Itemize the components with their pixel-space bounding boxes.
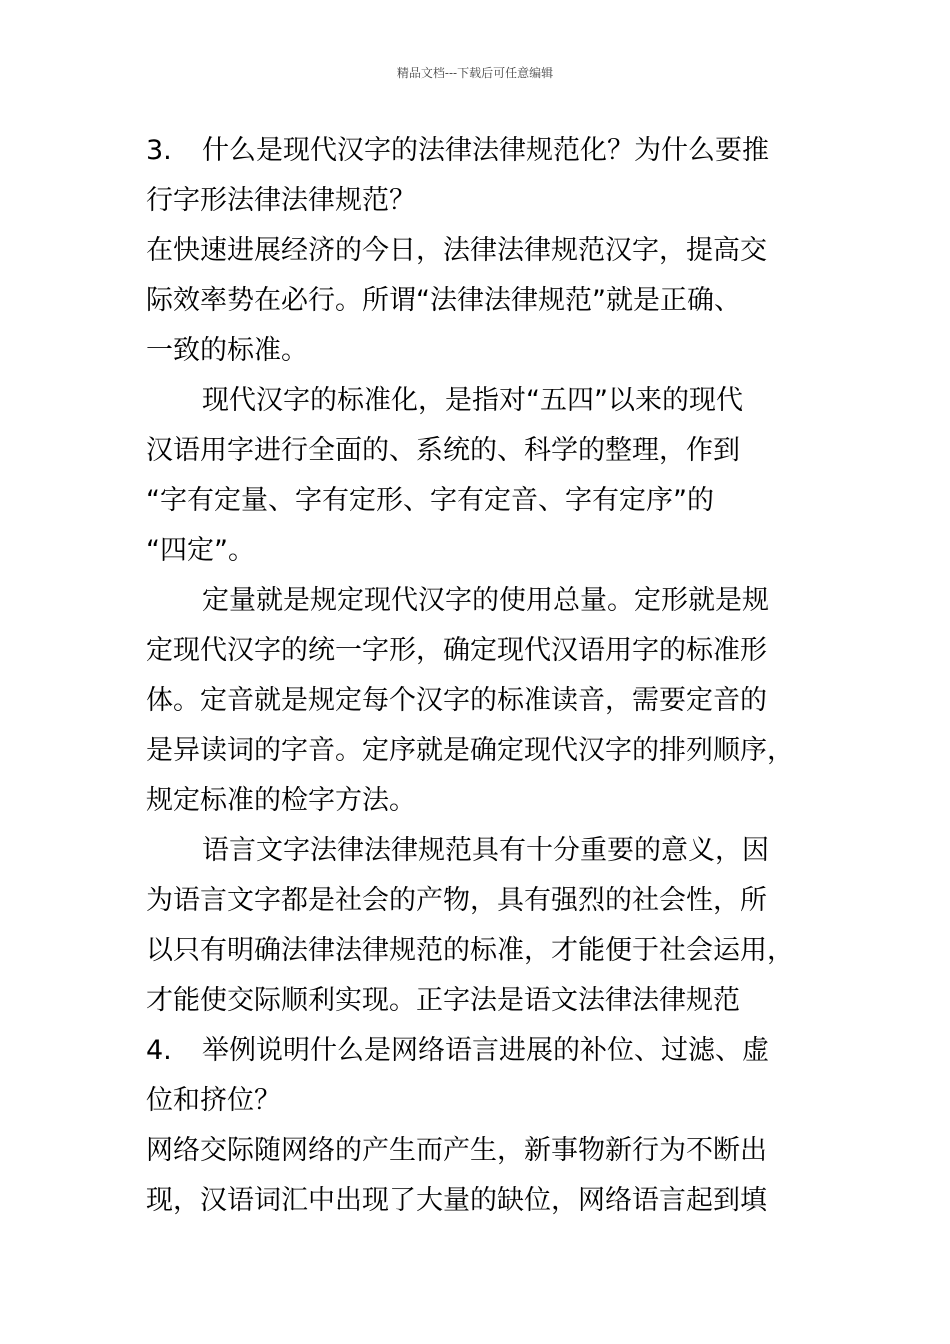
answer-3-line-11: 是异读词的字音。定序就是确定现代汉字的排列顺序， [146, 735, 794, 766]
answer-3-line-2: 际效率势在必行。所谓“法律法律规范”就是正确、 [146, 285, 741, 316]
question-3-line-2: 行字形法律法律规范？ [146, 185, 416, 216]
answer-3-line-12: 规定标准的检字方法。 [146, 785, 416, 816]
page-header: 精品文档---下载后可任意编辑 [396, 66, 554, 80]
answer-3-line-13: 语言文字法律法律规范具有十分重要的意义，因 [202, 835, 769, 866]
answer-3-line-5: 汉语用字进行全面的、系统的、科学的整理，作到 [146, 435, 740, 466]
answer-3-line-15: 以只有明确法律法律规范的标准，才能便于社会运用， [146, 935, 794, 966]
answer-3-line-1: 在快速进展经济的今日，法律法律规范汉字，提高交 [146, 235, 767, 266]
question-4-line-2: 位和挤位？ [146, 1085, 281, 1116]
answer-3-line-7: “四定”。 [146, 535, 255, 566]
answer-3-line-14: 为语言文字都是社会的产物，具有强烈的社会性，所 [146, 885, 767, 916]
answer-3-line-9: 定现代汉字的统一字形，确定现代汉语用字的标准形 [146, 635, 767, 666]
answer-3-line-4: 现代汉字的标准化，是指对“五四”以来的现代 [202, 385, 743, 416]
question-3-line-1 [146, 126, 826, 176]
question-number: 4. [146, 1035, 172, 1066]
line-text: 举例说明什么是网络语言进展的补位、过滤、虚 [202, 1035, 769, 1066]
answer-3-line-8: 定量就是规定现代汉字的使用总量。定形就是规 [202, 585, 769, 616]
answer-4-line-2: 现，汉语词汇中出现了大量的缺位，网络语言起到填 [146, 1185, 767, 1216]
question-4-line-1 [146, 1026, 826, 1076]
line-text: 什么是现代汉字的法律法律规范化？为什么要推 [202, 135, 769, 166]
answer-3-line-3: 一致的标准。 [146, 335, 308, 366]
answer-4-line-1: 网络交际随网络的产生而产生，新事物新行为不断出 [146, 1135, 767, 1166]
document-body [146, 126, 826, 1226]
answer-3-line-6: “字有定量、字有定形、字有定音、字有定序”的 [146, 485, 714, 516]
answer-3-line-16: 才能使交际顺利实现。正字法是语文法律法律规范 [146, 985, 740, 1016]
answer-3-line-10: 体。定音就是规定每个汉字的标准读音，需要定音的 [146, 685, 767, 716]
question-number: 3. [146, 135, 172, 166]
